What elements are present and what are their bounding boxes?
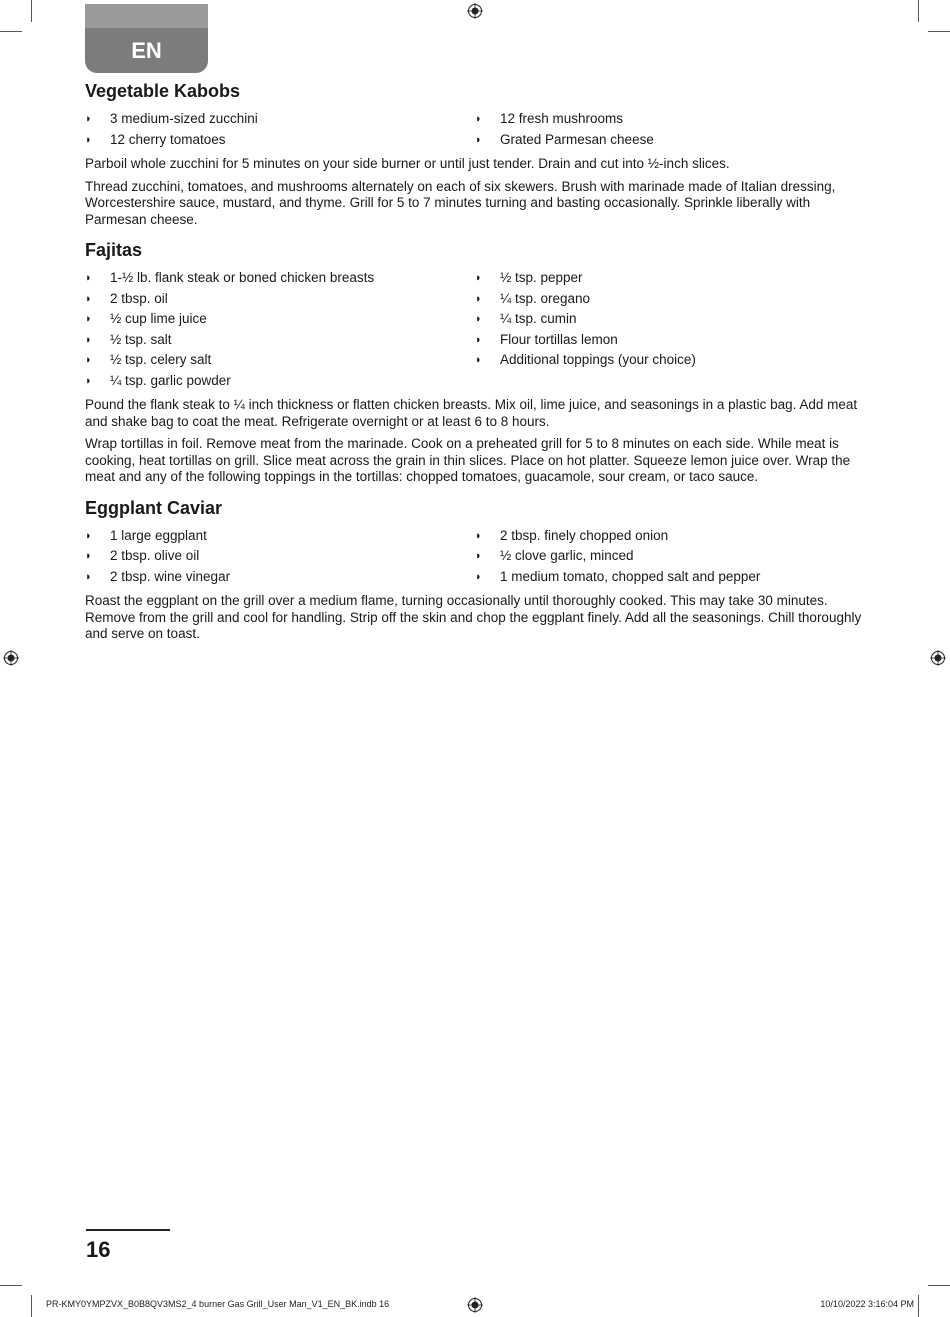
bullet-icon: ◗	[475, 570, 482, 583]
page-number-rule	[86, 1229, 170, 1231]
crop-mark	[0, 31, 22, 32]
ingredient-columns	[85, 526, 865, 588]
crop-mark	[31, 0, 32, 22]
crop-mark	[928, 31, 950, 32]
crop-mark	[0, 1285, 22, 1286]
recipe-title: Eggplant Caviar	[85, 497, 223, 518]
bullet-icon: ◗	[475, 550, 482, 562]
recipe-instructions: Roast the eggplant on the grill over a medium flame, turning occasionally until thoroughly cooked. This may take 30 minutes. Remove from the grill and cool for handling. Strip off the skin and chop the eggplant finely. Add all the seasonings. Chill thoroughly and serve on toast.	[85, 593, 862, 641]
recipe-section-eggplant-caviar	[85, 496, 865, 643]
recipe-title: Vegetable Kabobs	[85, 81, 241, 101]
recipe-instructions: Pound the flank steak to ¼ inch thickness or flatten chicken breasts. Mix oil, lime juice, and seasonings in a plastic bag. Add meat and shake bag to coat the meat. Refrigerate overnight or at least 6 to 8 hours.	[85, 397, 858, 429]
ingredient-item: ◗ 2 tbsp. oil	[85, 289, 475, 310]
recipe-instructions: Thread zucchini, tomatoes, and mushrooms alternately on each of six skewers. Brush with marinade made of Italian dressing, Worcestershire sauce, mustard, and thyme. Grill for 5 to 7 minutes turning and basting occasionally. Sprinkle liberally with Parmesan cheese.	[85, 178, 836, 227]
ingredient-list	[85, 526, 475, 588]
bullet-icon: ◗	[85, 529, 92, 542]
bullet-icon: ◗	[85, 550, 92, 562]
ingredient-item: ◗ Additional toppings (your choice)	[475, 350, 865, 371]
language-tab: EN	[85, 4, 208, 73]
bullet-icon: ◗	[475, 313, 482, 325]
registration-mark-icon	[467, 3, 483, 19]
bullet-icon: ◗	[475, 113, 482, 125]
bullet-icon: ◗	[475, 272, 482, 284]
registration-mark-icon	[3, 650, 19, 666]
bullet-icon: ◗	[85, 570, 92, 583]
crop-mark	[918, 1295, 919, 1317]
bullet-icon: ◗	[475, 292, 482, 305]
ingredient-item: ◗ 2 tbsp. wine vinegar	[85, 567, 475, 588]
ingredient-item: ◗ Grated Parmesan cheese	[475, 130, 865, 151]
ingredient-list	[475, 526, 865, 588]
bullet-icon: ◗	[475, 333, 482, 346]
ingredient-item: ◗ ½ clove garlic, minced	[475, 546, 865, 567]
ingredient-columns	[85, 109, 865, 150]
ingredient-item: ◗ ½ tsp. celery salt	[85, 350, 475, 371]
ingredient-item: ◗ 1-½ lb. flank steak or boned chicken breasts	[85, 268, 475, 289]
bullet-icon: ◗	[85, 292, 92, 305]
recipe-section-fajitas	[85, 238, 865, 486]
ingredient-item: ◗ ½ tsp. pepper	[475, 268, 865, 289]
ingredient-list	[475, 268, 865, 371]
ingredient-item: ◗ ½ tsp. salt	[85, 330, 475, 351]
recipe-title: Fajitas	[85, 240, 143, 260]
recipe-instructions: Wrap tortillas in foil. Remove meat from the marinade. Cook on a preheated grill for 5 to 8 minutes on each side. While meat is cooking, heat tortillas on grill. Slice meat across the grain in thin slices. Place on hot platter. Squeeze lemon juice over. Wrap the meat and any of the following toppings in the tortillas: chopped tomatoes, guacamole, sour cream, or taco sauce.	[85, 436, 851, 484]
ingredient-list	[85, 109, 475, 150]
ingredient-item: ◗ 1 medium tomato, chopped salt and pepper	[475, 567, 865, 588]
ingredient-columns	[85, 268, 865, 391]
ingredient-list	[85, 268, 475, 391]
bullet-icon: ◗	[475, 133, 482, 146]
crop-mark	[918, 0, 919, 22]
crop-mark	[928, 1285, 950, 1286]
ingredient-item: ◗ 12 fresh mushrooms	[475, 109, 865, 130]
bullet-icon: ◗	[85, 133, 92, 146]
ingredient-item: ◗ 2 tbsp. olive oil	[85, 546, 475, 567]
ingredient-item: ◗ 1 large eggplant	[85, 526, 475, 547]
recipes-content	[85, 79, 865, 653]
bullet-icon: ◗	[475, 354, 482, 366]
page-number: 16	[86, 1237, 111, 1262]
bullet-icon: ◗	[85, 313, 92, 325]
ingredient-item: ◗ ¼ tsp. cumin	[475, 309, 865, 330]
recipe-instructions: Parboil whole zucchini for 5 minutes on your side burner or until just tender. Drain and cut into ½-inch slices.	[85, 156, 730, 171]
registration-mark-icon	[467, 1297, 483, 1313]
ingredient-item: ◗ 3 medium-sized zucchini	[85, 109, 475, 130]
bullet-icon: ◗	[85, 333, 92, 346]
print-footer-file: PR-KMY0YMPZVX_B0B8QV3MS2_4 burner Gas Grill_User Man_V1_EN_BK.indb 16	[46, 1299, 390, 1309]
bullet-icon: ◗	[85, 374, 92, 387]
ingredient-item: ◗ Flour tortillas lemon	[475, 330, 865, 351]
registration-mark-icon	[930, 650, 946, 666]
recipe-section-vegetable-kabobs	[85, 79, 865, 228]
bullet-icon: ◗	[85, 272, 92, 284]
bullet-icon: ◗	[85, 354, 92, 366]
ingredient-list	[475, 109, 865, 150]
ingredient-item: ◗ ¼ tsp. oregano	[475, 289, 865, 310]
print-footer-date: 10/10/2022 3:16:04 PM	[820, 1299, 914, 1309]
crop-mark	[31, 1295, 32, 1317]
ingredient-item: ◗ ½ cup lime juice	[85, 309, 475, 330]
ingredient-item: ◗ 2 tbsp. finely chopped onion	[475, 526, 865, 547]
bullet-icon: ◗	[475, 529, 482, 542]
ingredient-item: ◗ ¼ tsp. garlic powder	[85, 371, 475, 392]
bullet-icon: ◗	[85, 113, 92, 125]
ingredient-item: ◗ 12 cherry tomatoes	[85, 130, 475, 151]
